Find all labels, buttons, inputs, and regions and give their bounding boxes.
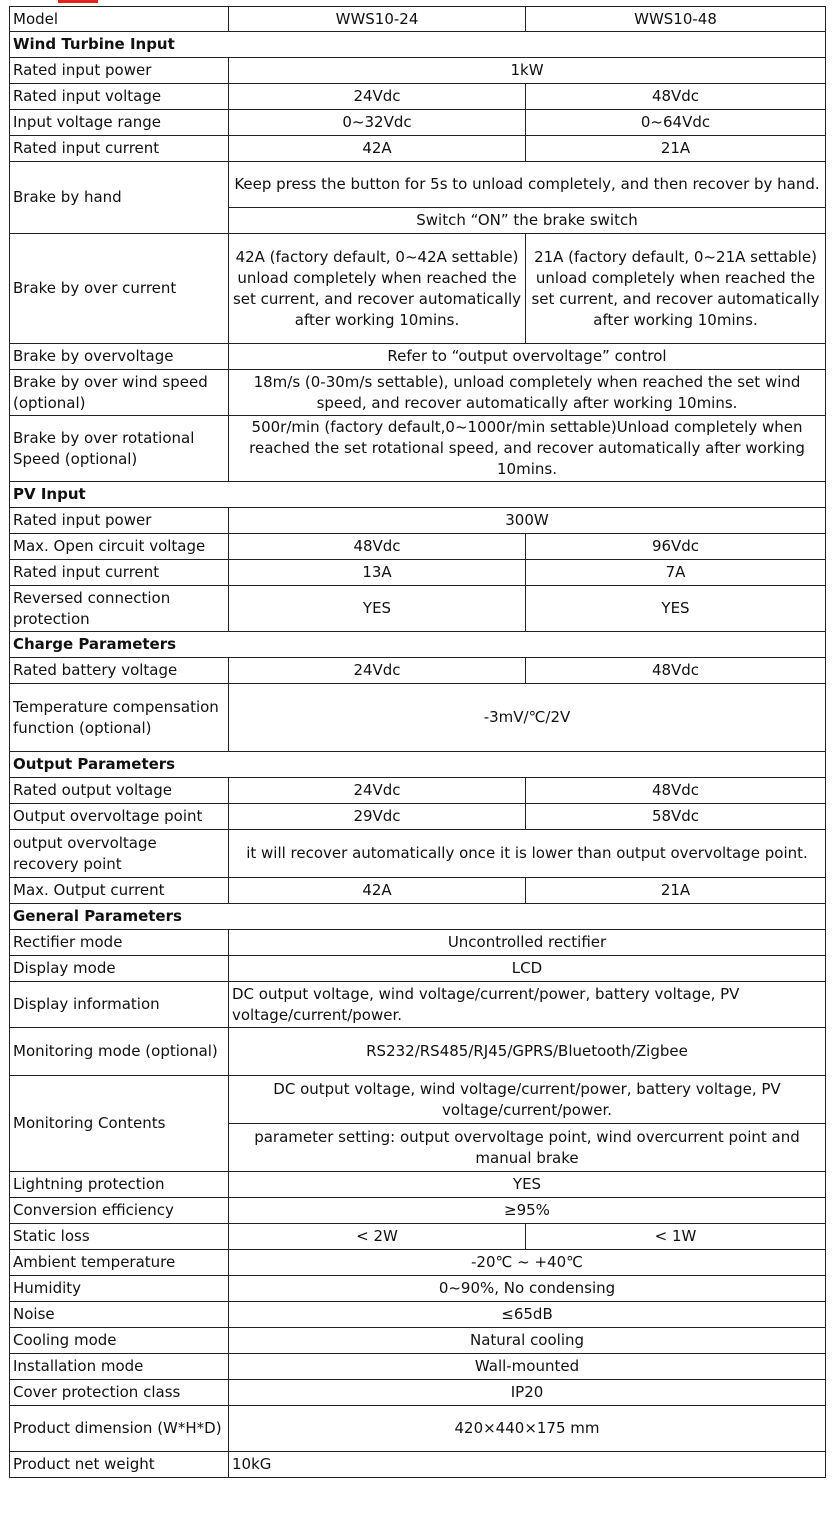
row-value-1: 24Vdc <box>229 778 526 804</box>
row-value: 10kG <box>229 1452 826 1478</box>
row-value: -20℃ ~ +40℃ <box>229 1250 826 1276</box>
row-value: LCD <box>229 956 826 982</box>
spec-table <box>9 6 826 1478</box>
table-row <box>10 1076 826 1124</box>
row-label: Monitoring mode (optional) <box>10 1028 229 1076</box>
row-value: ≥95% <box>229 1198 826 1224</box>
row-label: Conversion efficiency <box>10 1198 229 1224</box>
row-value-1: 42A <box>229 878 526 904</box>
table-row <box>10 1028 826 1076</box>
row-value: 300W <box>229 508 826 534</box>
table-row <box>10 84 826 110</box>
table-row <box>10 508 826 534</box>
table-row <box>10 1172 826 1198</box>
table-row <box>10 1380 826 1406</box>
table-row <box>10 162 826 208</box>
row-value-1: 0~32Vdc <box>229 110 526 136</box>
row-value: IP20 <box>229 1380 826 1406</box>
row-value-2: < 1W <box>526 1224 826 1250</box>
row-value-1: < 2W <box>229 1224 526 1250</box>
row-value-1: DC output voltage, wind voltage/current/power, battery voltage, PV voltage/current/power. <box>229 1076 826 1124</box>
table-row <box>10 982 826 1028</box>
row-label: Cover protection class <box>10 1380 229 1406</box>
row-value-2: 21A <box>526 878 826 904</box>
table-row <box>10 804 826 830</box>
row-label: Cooling mode <box>10 1328 229 1354</box>
row-label: Brake by over current <box>10 234 229 344</box>
row-label: Brake by overvoltage <box>10 344 229 370</box>
table-row <box>10 1198 826 1224</box>
row-value-2: 0~64Vdc <box>526 110 826 136</box>
row-value: 0~90%, No condensing <box>229 1276 826 1302</box>
row-value: Wall-mounted <box>229 1354 826 1380</box>
row-value-2: 48Vdc <box>526 658 826 684</box>
table-row <box>10 658 826 684</box>
row-label: Brake by over wind speed (optional) <box>10 370 229 416</box>
row-value-2: 21A (factory default, 0~21A settable) unload completely when reached the set current, and recover automatically after working 10mins. <box>526 234 826 344</box>
row-label: Display mode <box>10 956 229 982</box>
table-row <box>10 1250 826 1276</box>
table-row <box>10 416 826 482</box>
red-marker-line <box>58 0 98 3</box>
row-value-2: 48Vdc <box>526 84 826 110</box>
section-output <box>10 752 826 778</box>
table-row <box>10 344 826 370</box>
row-label: Reversed connection protection <box>10 586 229 632</box>
row-label: Output overvoltage point <box>10 804 229 830</box>
model-label: Model <box>10 7 229 32</box>
row-label: Rated battery voltage <box>10 658 229 684</box>
table-row <box>10 1354 826 1380</box>
table-row <box>10 234 826 344</box>
row-value-1: 24Vdc <box>229 658 526 684</box>
table-row <box>10 560 826 586</box>
row-value-1: 42A (factory default, 0~42A settable) unload completely when reached the set current, and recover automatically after working 10mins. <box>229 234 526 344</box>
table-row <box>10 58 826 84</box>
row-label: Brake by over rotational Speed (optional) <box>10 416 229 482</box>
row-label: Rated input voltage <box>10 84 229 110</box>
row-label: Rated output voltage <box>10 778 229 804</box>
section-title: General Parameters <box>10 904 826 930</box>
row-value: 420×440×175 mm <box>229 1406 826 1452</box>
row-value-1: 24Vdc <box>229 84 526 110</box>
row-label: Static loss <box>10 1224 229 1250</box>
row-value-2: 21A <box>526 136 826 162</box>
row-value-1: 48Vdc <box>229 534 526 560</box>
table-row <box>10 110 826 136</box>
row-value-2: 58Vdc <box>526 804 826 830</box>
model-col1: WWS10-24 <box>229 7 526 32</box>
row-label: Ambient temperature <box>10 1250 229 1276</box>
row-label: Display information <box>10 982 229 1028</box>
section-title: Wind Turbine Input <box>10 32 826 58</box>
row-label: Installation mode <box>10 1354 229 1380</box>
row-value: Natural cooling <box>229 1328 826 1354</box>
table-row <box>10 878 826 904</box>
row-value: Refer to “output overvoltage” control <box>229 344 826 370</box>
row-value-2: 96Vdc <box>526 534 826 560</box>
header-row <box>10 7 826 32</box>
row-label: Noise <box>10 1302 229 1328</box>
table-row <box>10 1328 826 1354</box>
section-title: Output Parameters <box>10 752 826 778</box>
row-label: Lightning protection <box>10 1172 229 1198</box>
row-value: 1kW <box>229 58 826 84</box>
row-label: Rectifier mode <box>10 930 229 956</box>
table-row <box>10 684 826 752</box>
row-label: Humidity <box>10 1276 229 1302</box>
row-value: Uncontrolled rectifier <box>229 930 826 956</box>
row-value: it will recover automatically once it is lower than output overvoltage point. <box>229 830 826 878</box>
row-value: -3mV/℃/2V <box>229 684 826 752</box>
row-value-2: 48Vdc <box>526 778 826 804</box>
section-pv <box>10 482 826 508</box>
table-row <box>10 1406 826 1452</box>
table-row <box>10 1224 826 1250</box>
row-label: Monitoring Contents <box>10 1076 229 1172</box>
row-value-1: 13A <box>229 560 526 586</box>
table-row <box>10 136 826 162</box>
row-label: Brake by hand <box>10 162 229 234</box>
section-general <box>10 904 826 930</box>
row-label: Max. Open circuit voltage <box>10 534 229 560</box>
row-value-1: 29Vdc <box>229 804 526 830</box>
table-row <box>10 930 826 956</box>
row-value: 500r/min (factory default,0~1000r/min settable)Unload completely when reached the set rotational speed, and recover automatically after working 10mins. <box>229 416 826 482</box>
table-row <box>10 830 826 878</box>
row-value-2: parameter setting: output overvoltage point, wind overcurrent point and manual brake <box>229 1124 826 1172</box>
row-label: Temperature compensation function (optional) <box>10 684 229 752</box>
row-label: Input voltage range <box>10 110 229 136</box>
section-title: PV Input <box>10 482 826 508</box>
row-value: YES <box>229 1172 826 1198</box>
row-value-2: 7A <box>526 560 826 586</box>
row-label: Product net weight <box>10 1452 229 1478</box>
table-row <box>10 956 826 982</box>
section-charge <box>10 632 826 658</box>
row-value-2: YES <box>526 586 826 632</box>
table-row <box>10 1276 826 1302</box>
table-row <box>10 778 826 804</box>
row-label: output overvoltage recovery point <box>10 830 229 878</box>
row-label: Rated input current <box>10 560 229 586</box>
model-col2: WWS10-48 <box>526 7 826 32</box>
section-title: Charge Parameters <box>10 632 826 658</box>
row-value: 18m/s (0-30m/s settable), unload completely when reached the set wind speed, and recover automatically after working 10mins. <box>229 370 826 416</box>
table-row <box>10 1302 826 1328</box>
row-label: Rated input current <box>10 136 229 162</box>
row-value: RS232/RS485/RJ45/GPRS/Bluetooth/Zigbee <box>229 1028 826 1076</box>
row-label: Max. Output current <box>10 878 229 904</box>
row-value: DC output voltage, wind voltage/current/power, battery voltage, PV voltage/current/power. <box>229 982 826 1028</box>
row-label: Product dimension (W*H*D) <box>10 1406 229 1452</box>
table-row <box>10 534 826 560</box>
row-label: Rated input power <box>10 58 229 84</box>
table-row <box>10 370 826 416</box>
table-row <box>10 586 826 632</box>
row-label: Rated input power <box>10 508 229 534</box>
table-row <box>10 1452 826 1478</box>
row-value: ≤65dB <box>229 1302 826 1328</box>
row-value-1: 42A <box>229 136 526 162</box>
row-value-1: YES <box>229 586 526 632</box>
row-value-2: Switch “ON” the brake switch <box>229 208 826 234</box>
row-value-1: Keep press the button for 5s to unload completely, and then recover by hand. <box>229 162 826 208</box>
section-wind <box>10 32 826 58</box>
